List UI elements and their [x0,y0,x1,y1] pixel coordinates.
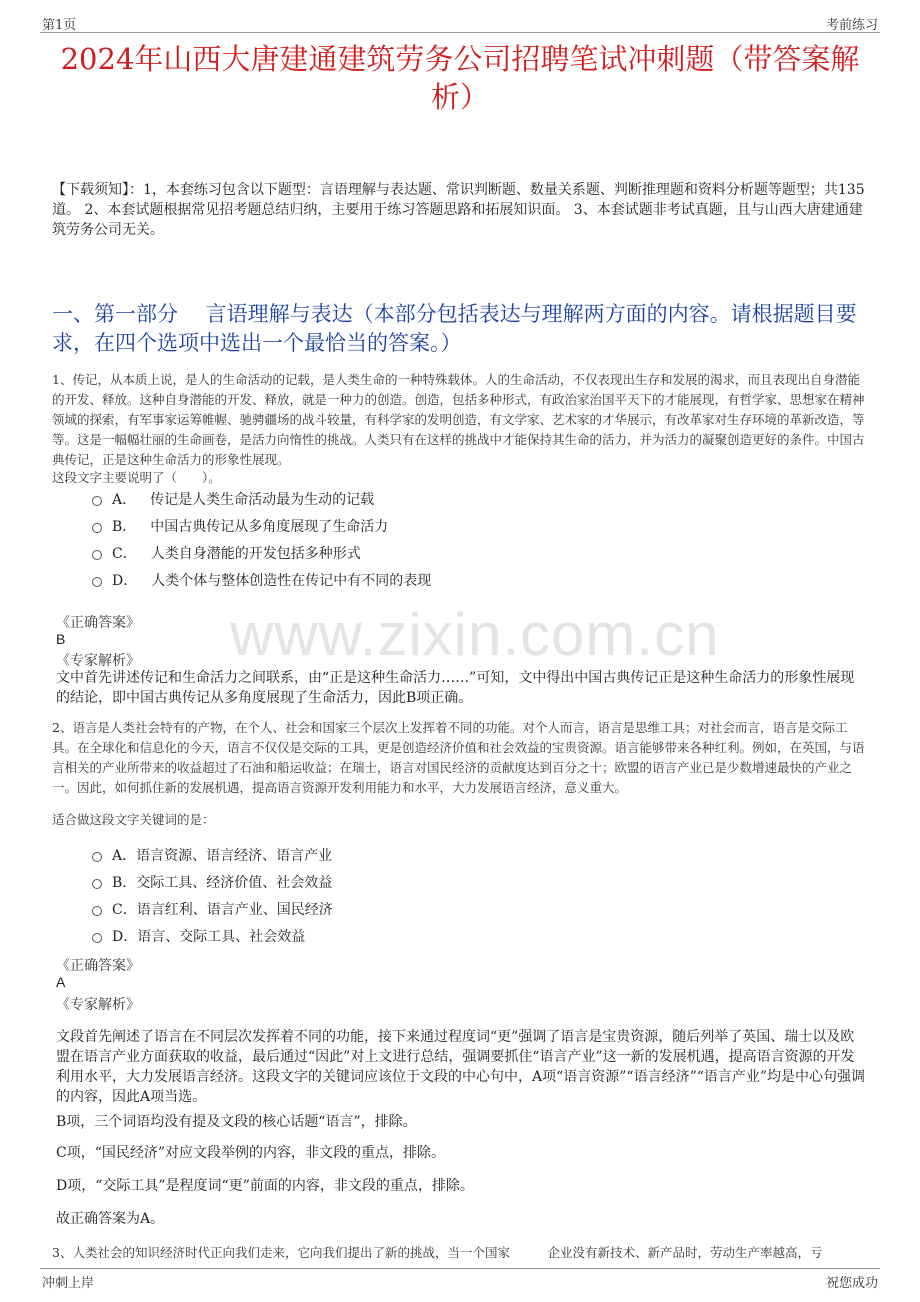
option-c[interactable]: C． 人类自身潜能的开发包括多种形式 [92,539,792,566]
footer-right: 祝您成功 [825,1276,878,1291]
question-2-prompt: 适合做这段文字关键词的是： [52,812,215,827]
radio-icon[interactable] [92,879,102,889]
radio-icon[interactable] [92,523,102,533]
option-b[interactable]: B． 交际工具、经济价值、社会效益 [92,868,792,895]
question-3-stem: 3、人类社会的知识经济时代正向我们走来，它向我们提出了新的挑战，当一个国家 企业没有新技术、新产品时，劳动生产率越高，亏 [52,1245,823,1260]
section-heading: 一、第一部分 言语理解与表达（本部分包括表达与理解两方面的内容。请根据题目要求，在四个选项中选出一个最恰当的答案。） [52,302,857,355]
radio-icon[interactable] [92,550,102,560]
radio-icon[interactable] [92,906,102,916]
analysis-text: 文中首先讲述传记和生命活力之间联系，由“正是这种生命活力……”可知，文中得出中国古典传记正是这种生命活力的形象性展现的结论，即中国古典传记从多角度展现了生命活力，因此B项正确。 [56,670,855,706]
answer-label: 《正确答案》 [56,615,140,631]
footer-left: 冲刺上岸 [42,1276,95,1291]
analysis-note-b: B项，三个词语均没有提及文段的核心话题“语言”，排除。 [56,1114,417,1130]
question-1-stem: 1、传记，从本质上说，是人的生命活动的记载，是人类生命的一种特殊载体。人的生命活动，不仅表现出生存和发展的渴求，而且表现出自身潜能的开发、释放。这种自身潜能的开发、释放，就是一种力的创造。创造，包括多种形式，有政治家治国平天下的才能展现，有哲学家、思想家在精神领域的探索，有军事家运筹帷幄、驰骋疆场的战斗较量，有科学家的发明创造，有文学家、艺术家的才华展示，有改革家对生存环境的革新改造，等等。这是一幅幅壮丽的生命画卷，是活力向惰性的挑战。人类只有在这样的挑战中才能保持其生命的活力，并为活力的凝聚创造更好的条件。中国古典传记，正是这种生命活力的形象性展现。 [52,372,865,467]
option-a[interactable]: A． 语言资源、语言经济、语言产业 [92,841,792,868]
option-c[interactable]: C． 语言红利、语言产业、国民经济 [92,895,792,922]
document-title: 2024年山西大唐建通建筑劳务公司招聘笔试冲刺题（带答案解析） [60,42,860,114]
radio-icon[interactable] [92,852,102,862]
page-number: 第1页 [42,18,77,33]
option-a[interactable]: A． 传记是人类生命活动最为生动的记载 [92,485,792,512]
answer-label: 《正确答案》 [56,958,140,974]
radio-icon[interactable] [92,577,102,587]
header-divider [40,32,880,33]
analysis-conclusion: 故正确答案为A。 [56,1211,165,1227]
radio-icon[interactable] [92,933,102,943]
analysis-label: 《专家解析》 [56,997,140,1013]
question-2-stem: 2、语言是人类社会特有的产物，在个人、社会和国家三个层次上发挥着不同的功能。对个人而言，语言是思维工具；对社会而言，语言是交际工具。在全球化和信息化的今天，语言不仅仅是交际的工具，更是创造经济价值和社会效益的宝贵资源。语言能够带来各种红利。例如，在英国，与语言相关的产业所带来的收益超过了石油和船运收益；在瑞士，语言对国民经济的贡献度达到百分之十；欧盟的语言产业已是少数增速最快的产业之一。因此，如何抓住新的发展机遇，提高语言资源开发利用能力和水平，大力发展语言经济，意义重大。 [52,720,865,795]
answer-value: A [56,974,66,990]
answer-value: B [56,631,66,647]
radio-icon[interactable] [92,496,102,506]
download-notice: 【下载须知】：1，本套练习包含以下题型：言语理解与表达题、常识判断题、数量关系题、判断推理题和资料分析题等题型；共135道。 2、本套试题根据常见招考题总结归纳，主要用于练习答题思路和拓展知识面。 3、本套试题非考试真题，且与山西大唐建通建筑劳务公司无关。 [52,182,865,238]
analysis-label: 《专家解析》 [56,653,140,669]
question-1-options [92,485,792,593]
watermark: www.zixin.com.cn [230,601,720,668]
footer-divider [40,1268,880,1269]
analysis-note-c: C项，“国民经济”对应文段举例的内容，非文段的重点，排除。 [56,1145,446,1161]
question-2-options [92,841,792,949]
analysis-note-d: D项，“交际工具”是程度词“更”前面的内容，非文段的重点，排除。 [56,1178,474,1194]
option-b[interactable]: B． 中国古典传记从多角度展现了生命活力 [92,512,792,539]
option-d[interactable]: D． 人类个体与整体创造性在传记中有不同的表现 [92,566,792,593]
question-1-prompt: 这段文字主要说明了（ ）。 [52,470,221,485]
page-header [0,0,920,33]
analysis-text: 文段首先阐述了语言在不同层次发挥着不同的功能，接下来通过程度词“更”强调了语言是宝贵资源，随后列举了英国、瑞士以及欧盟在语言产业方面获取的收益，最后通过“因此”对上文进行总结，强调要抓住“语言产业”这一新的发展机遇，提高语言资源的开发利用水平，大力发展语言经济。这段文字的关键词应该位于文段的中心句中，A项“语言资源”“语言经济”“语言产业”均是中心句强调的内容，因此A项当选。 [56,1029,866,1105]
option-d[interactable]: D． 语言、交际工具、社会效益 [92,922,792,949]
header-tag: 考前练习 [825,18,878,33]
